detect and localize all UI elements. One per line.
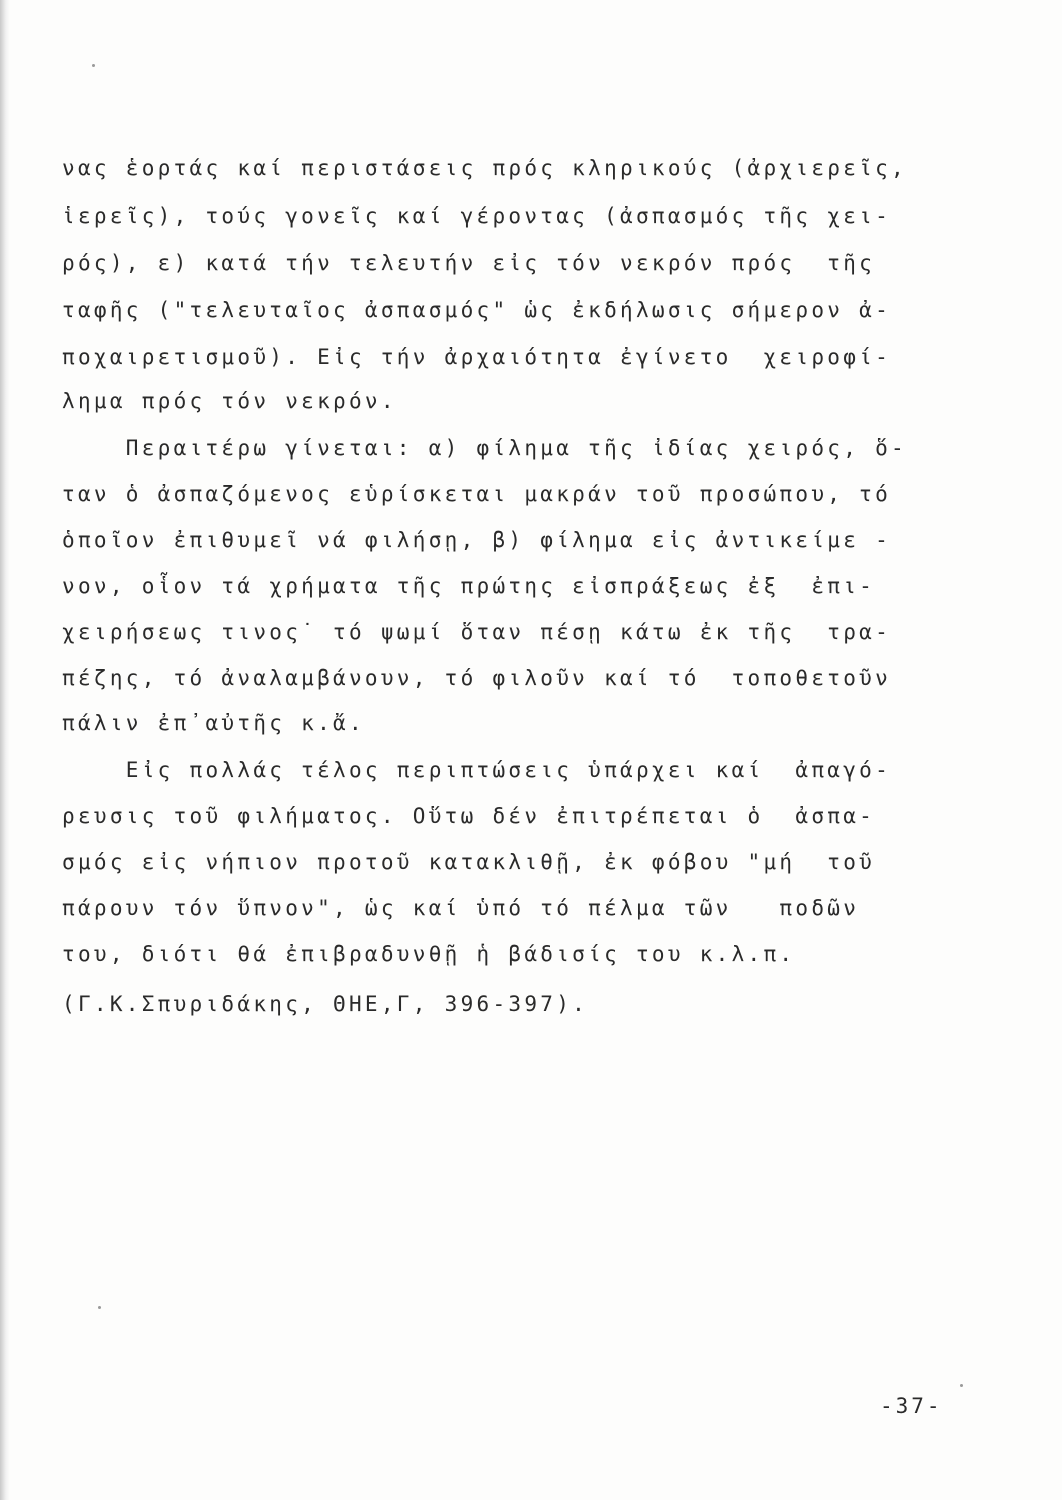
text-line: νον, οἷον τά χρήματα τῆς πρώτης εἰσπράξεως ἐξ ἐπι- xyxy=(62,574,876,598)
text-line: λημα πρός τόν νεκρόν. xyxy=(62,389,397,413)
scan-speck xyxy=(92,64,95,67)
text-line: Περαιτέρω γίνεται: α) φίλημα τῆς ἰδίας χειρός, ὅ- xyxy=(62,436,907,460)
text-line: ταν ὁ ἀσπαζόμενος εὑρίσκεται μακράν τοῦ προσώπου, τό xyxy=(62,482,892,506)
scan-speck xyxy=(98,1306,101,1309)
text-line: ρευσις τοῦ φιλήματος. Οὕτω δέν ἐπιτρέπεται ὁ ἀσπα- xyxy=(62,804,876,828)
page-edge-shadow xyxy=(0,0,10,1500)
text-line: πέζης, τό ἀναλαμβάνουν, τό φιλοῦν καί τό τοποθετοῦν xyxy=(62,666,892,690)
text-line: σμός εἰς νήπιον προτοῦ κατακλιθῇ, ἐκ φόβου "μή τοῦ xyxy=(62,850,876,874)
text-line: ἱερεῖς), τούς γονεῖς καί γέροντας (ἀσπασμός τῆς χει- xyxy=(62,204,892,228)
text-line: ρός), ε) κατά τήν τελευτήν εἰς τόν νεκρόν πρός τῆς xyxy=(62,251,876,275)
page-number: -37- xyxy=(880,1394,943,1418)
scan-speck xyxy=(960,1384,963,1387)
text-line: ποχαιρετισμοῦ). Εἰς τήν ἀρχαιότητα ἐγίνετο χειροφί- xyxy=(62,345,892,369)
citation-line: (Γ.Κ.Σπυριδάκης, ΘΗΕ,Γ, 396-397). xyxy=(62,992,589,1016)
text-line: ταφῆς ("τελευταῖος ἀσπασμός" ὡς ἐκδήλωσις σήμερον ἀ- xyxy=(62,298,892,322)
text-line: του, διότι θά ἐπιβραδυνθῇ ἡ βάδισίς του κ.λ.π. xyxy=(62,942,796,966)
text-line: Εἰς πολλάς τέλος περιπτώσεις ὑπάρχει καί ἀπαγό- xyxy=(62,758,892,782)
text-line: πάρουν τόν ὕπνον", ὡς καί ὑπό τό πέλμα τῶν ποδῶν xyxy=(62,896,860,920)
text-line: ὁποῖον ἐπιθυμεῖ νά φιλήσῃ, β) φίλημα εἰς ἀντικείμε - xyxy=(62,528,892,552)
text-line: χειρήσεως τινος˙ τό ψωμί ὅταν πέσῃ κάτω ἐκ τῆς τρα- xyxy=(62,620,892,644)
text-line: πάλιν ἐπ᾽αὐτῆς κ.ἄ. xyxy=(62,711,365,735)
text-line: νας ἑορτάς καί περιστάσεις πρός κληρικούς (ἀρχιερεῖς, xyxy=(62,156,907,180)
